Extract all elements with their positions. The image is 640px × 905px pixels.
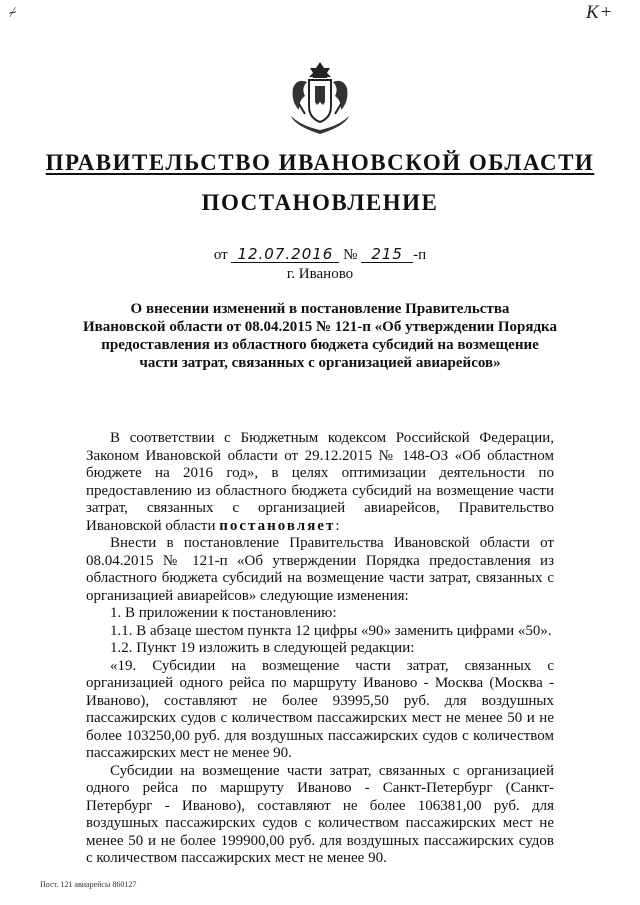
paragraph-preamble: В соответствии с Бюджетным кодексом Российской Федерации, Законом Ивановской области от 29.12.2015 № 148-ОЗ «Об областном бюджете на 2016 год», в целях оптимизации деятельности по предоставлению из областного бюджета субсидий на возмещение части затрат, связанных с организацией авиарейсов, Правительство Ивановской области постановляет: <box>86 430 554 534</box>
paragraph-item-1-1: 1.1. В абзаце шестом пункта 12 цифры «90» заменить цифрами «50». <box>110 622 552 639</box>
resolves-word: постановляет <box>219 517 336 534</box>
paragraph-amend: Внести в постановление Правительства Ивановской области от 08.04.2015 № 121-п «Об утверждении Порядка предоставления из областного бюджета субсидий на возмещение части затрат, связанных с организацией авиарейсов» следующие изменения: <box>86 535 554 604</box>
coat-of-arms-icon <box>285 58 355 136</box>
handwritten-number: 215 <box>361 246 413 263</box>
handwritten-date: 12.07.2016 <box>231 246 339 263</box>
paragraph-item-1: 1. В приложении к постановлению: <box>110 605 337 621</box>
document-type-title: ПОСТАНОВЛЕНИЕ <box>201 190 439 215</box>
handwritten-mark: К+ <box>586 2 614 23</box>
corner-mark: ≁ <box>6 6 19 20</box>
document-subject: О внесении изменений в постановление Правительства Ивановской области от 08.04.2015 № 121-п «Об утверждении Порядка предоставления из областного бюджета субсидий на возмещение части затрат, связанных с организацией авиарейсов» <box>83 301 557 371</box>
paragraph-clause-19-spb: Субсидии на возмещение части затрат, связанных с организацией одного рейса по маршруту Иваново - Санкт-Петербург (Санкт-Петербург - Иваново), составляют не более 106381,00 руб. для воздушных пассажирских судов с количеством пассажирских мест не менее 50 и не более 199900,00 руб. для воздушных пассажирских судов с количеством пассажирских мест не менее 90. <box>86 762 554 866</box>
paragraph-item-1-2: 1.2. Пункт 19 изложить в следующей редакции: <box>110 640 415 656</box>
date-number-line: от 12.07.2016 № 215 -п <box>213 245 427 263</box>
government-title: ПРАВИТЕЛЬСТВО ИВАНОВСКОЙ ОБЛАСТИ <box>45 150 595 175</box>
document-body <box>86 430 554 868</box>
footer-note: Пост. 121 авиарейсы 860127 <box>40 880 137 889</box>
paragraph-clause-19: «19. Субсидии на возмещение части затрат, связанных с организацией одного рейса по маршруту Иваново - Москва (Москва - Иваново), составляют не более 93995,50 руб. для воздушных пассажирских судов с количеством пассажирских мест не менее 50 и не более 103250,00 руб. для воздушных пассажирских судов с количеством пассажирских мест не менее 90. <box>86 657 554 761</box>
city: г. Иваново <box>286 266 354 282</box>
